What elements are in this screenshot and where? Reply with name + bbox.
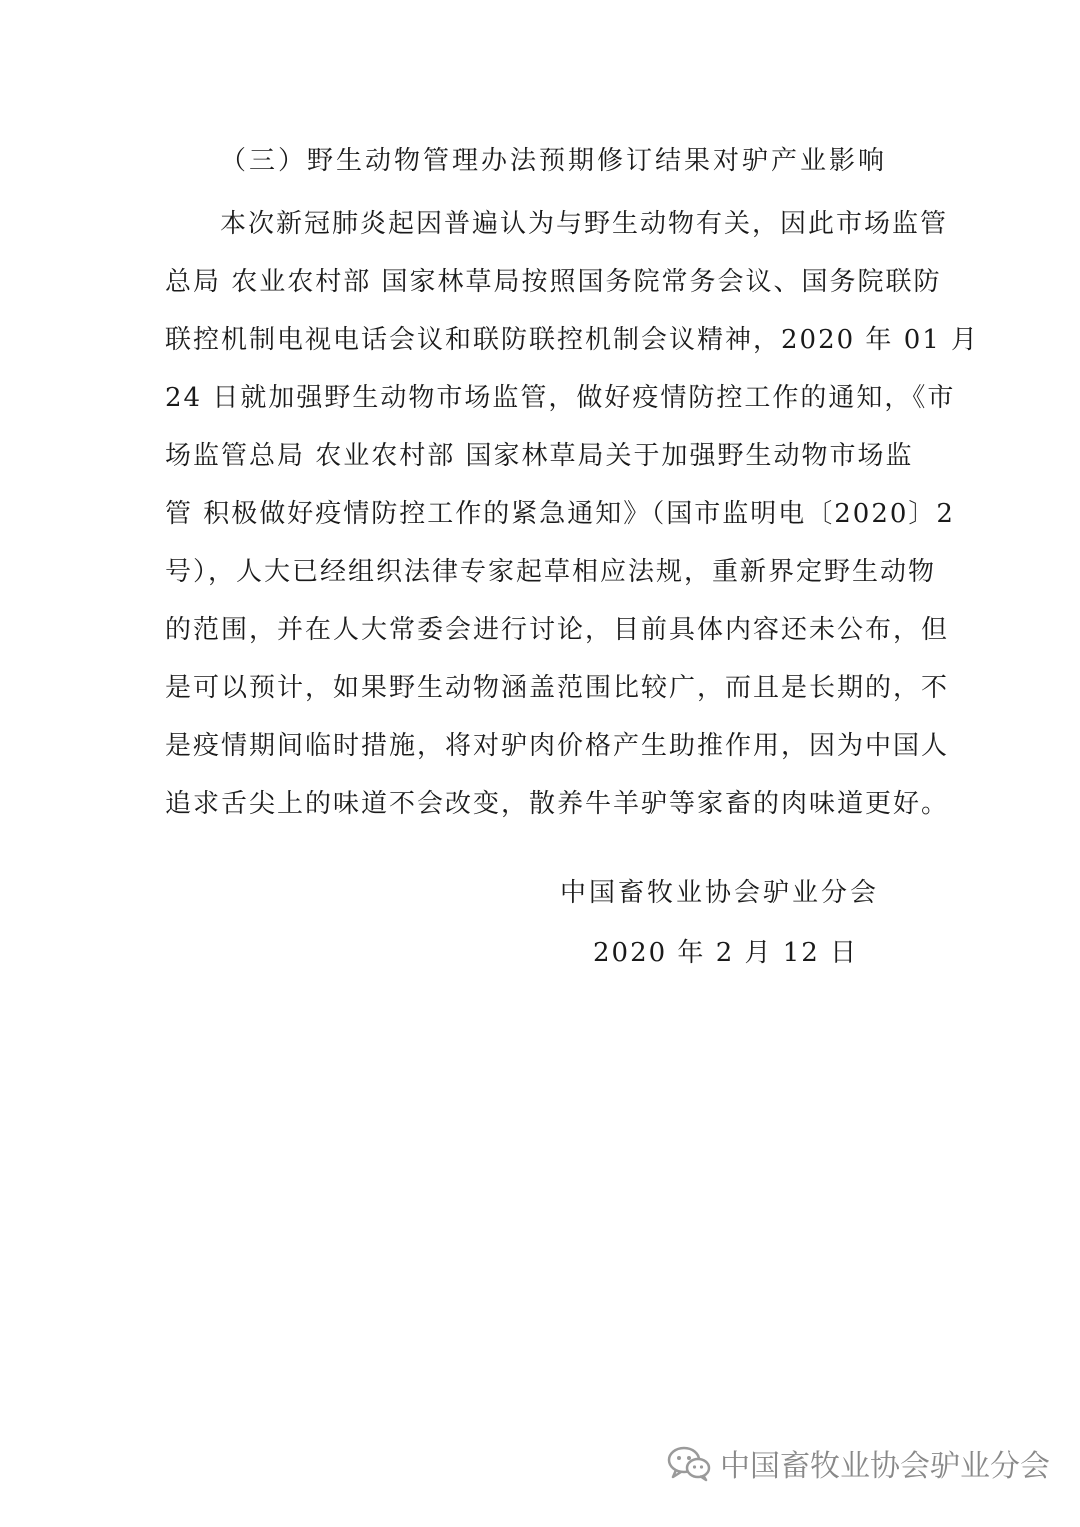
wechat-icon bbox=[666, 1444, 712, 1482]
section-heading: （三）野生动物管理办法预期修订结果对驴产业影响 bbox=[220, 146, 888, 176]
body-paragraph bbox=[165, 195, 980, 833]
body-line: 本次新冠肺炎起因普遍认为与野生动物有关，因此市场监管 bbox=[220, 209, 949, 239]
signature-organization: 中国畜牧业协会驴业分会 bbox=[560, 878, 880, 908]
watermark-text: 中国畜牧业协会驴业分会 bbox=[720, 1449, 1050, 1484]
wechat-watermark bbox=[666, 1441, 1050, 1485]
body-line: 24 日就加强野生动物市场监管，做好疫情防控工作的通知，《市 bbox=[165, 383, 956, 413]
body-line: 是疫情期间临时措施，将对驴肉价格产生助推作用，因为中国人 bbox=[165, 731, 950, 761]
body-line: 联控机制电视电话会议和联防联控机制会议精神，2020 年 01 月 bbox=[165, 325, 980, 355]
body-line: 的范围，并在人大常委会进行讨论，目前具体内容还未公布，但 bbox=[165, 615, 950, 645]
body-line: 管 积极做好疫情防控工作的紧急通知》（国市监明电〔2020〕2 bbox=[165, 499, 955, 529]
body-line: 号），人大已经组织法律专家起草相应法规，重新界定野生动物 bbox=[165, 557, 937, 587]
signature-date: 2020 年 2 月 12 日 bbox=[593, 938, 859, 968]
body-line: 是可以预计，如果野生动物涵盖范围比较广，而且是长期的，不 bbox=[165, 673, 950, 703]
body-line: 总局 农业农村部 国家林草局按照国务院常务会议、国务院联防 bbox=[165, 267, 942, 297]
body-line: 场监管总局 农业农村部 国家林草局关于加强野生动物市场监 bbox=[165, 441, 914, 471]
body-line: 追求舌尖上的味道不会改变，散养牛羊驴等家畜的肉味道更好。 bbox=[165, 789, 950, 819]
